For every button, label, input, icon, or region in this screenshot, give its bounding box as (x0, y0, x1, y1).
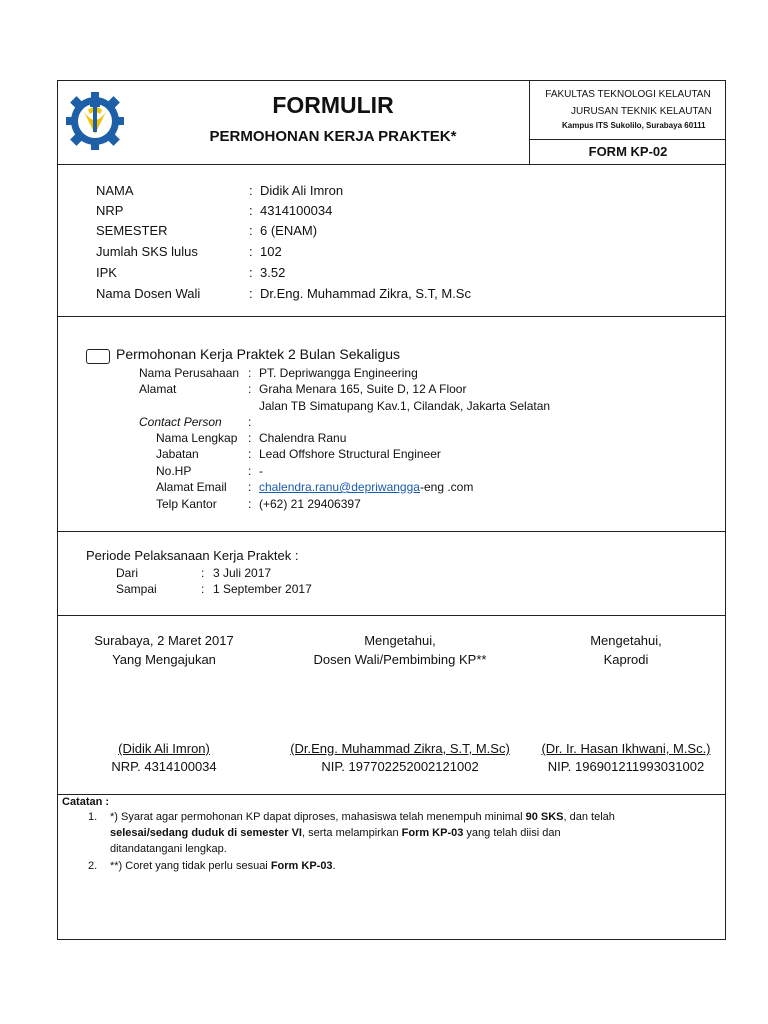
period-to-value: 1 September 2017 (213, 582, 312, 596)
semester-value: 6 (ENAM) (260, 223, 318, 238)
nrp-colon: : (249, 203, 253, 218)
note-1-line-1 (110, 811, 615, 823)
contact-person-colon: : (248, 415, 252, 429)
email-value (259, 480, 473, 494)
email-suffix: -eng .com (419, 480, 474, 494)
email-colon: : (248, 480, 252, 494)
note-1-number: 1. (88, 811, 98, 823)
sig-applicant-name: (Didik Ali Imron) (118, 741, 210, 756)
advisor-value: Dr.Eng. Muhammad Zikra, S.T, M.Sc (260, 286, 471, 301)
student-name-colon: : (249, 183, 253, 198)
note-1-text-e: , serta melampirkan (301, 827, 402, 839)
note-2-text-b: Form KP-03 (270, 860, 333, 872)
sks-label: Jumlah SKS lulus (96, 244, 198, 259)
position-colon: : (248, 447, 252, 461)
advisor-label: Nama Dosen Wali (96, 286, 201, 301)
position-value: Lead Offshore Structural Engineer (259, 447, 441, 461)
contact-person-label: Contact Person (139, 415, 222, 429)
address-label: Alamat (139, 382, 177, 396)
campus-address: Kampus ITS Sukolilo, Surabaya 60111 (562, 121, 706, 130)
period-heading: Periode Pelaksanaan Kerja Praktek : (86, 548, 299, 563)
note-1-line-2 (110, 827, 561, 839)
company-label: Nama Perusahaan (139, 366, 240, 380)
address-colon: : (248, 382, 252, 396)
office-phone-value: (+62) 21 29406397 (259, 497, 361, 511)
section-divider-3 (57, 531, 726, 532)
student-name-label: NAMA (96, 183, 134, 198)
semester-colon: : (249, 223, 253, 238)
form-code: FORM KP-02 (588, 144, 668, 159)
note-2-text-a: **) Coret yang tidak perlu sesuai (110, 860, 271, 872)
semester-label: SEMESTER (96, 223, 168, 238)
sig-advisor-id: NIP. 197702252002121002 (321, 759, 479, 774)
period-from-value: 3 Juli 2017 (213, 566, 272, 580)
fullname-colon: : (248, 431, 252, 445)
note-1-text-a: *) Syarat agar permohonan KP dapat diproses, mahasiswa telah menempuh minimal (110, 811, 526, 823)
sig-advisor-name: (Dr.Eng. Muhammad Zikra, S.T, M.Sc) (290, 741, 510, 756)
address-line-1: Graha Menara 165, Suite D, 12 A Floor (259, 382, 467, 396)
advisor-colon: : (249, 286, 253, 301)
note-1-text-c: , dan telah (563, 811, 615, 823)
fullname-value: Chalendra Ranu (259, 431, 347, 445)
sig-advisor-role: Dosen Wali/Pembimbing KP** (313, 652, 487, 667)
sks-colon: : (249, 244, 253, 259)
note-2-text-c: . (332, 860, 336, 872)
note-1-text-g: yang telah diisi dan (463, 827, 561, 839)
company-value: PT. Depriwangga Engineering (259, 366, 418, 380)
period-to-colon: : (201, 582, 205, 596)
nrp-value: 4314100034 (260, 203, 333, 218)
note-1-text-b: 90 SKS (525, 811, 564, 823)
email-label: Alamat Email (156, 480, 227, 494)
phone-label: No.HP (156, 464, 192, 478)
sig-applicant-id: NRP. 4314100034 (111, 759, 217, 774)
its-emblem-icon (64, 90, 126, 152)
student-name-value: Didik Ali Imron (260, 183, 344, 198)
sig-head-name: (Dr. Ir. Hasan Ikhwani, M.Sc.) (541, 741, 711, 756)
sks-value: 102 (260, 244, 282, 259)
department-name: JURUSAN TEKNIK KELAUTAN (571, 106, 712, 117)
office-phone-colon: : (248, 497, 252, 511)
section-divider-1 (57, 164, 726, 165)
ipk-colon: : (249, 265, 253, 280)
section-divider-2 (57, 316, 726, 317)
faculty-name: FAKULTAS TEKNOLOGI KELAUTAN (545, 89, 711, 100)
sig-advisor-known: Mengetahui, (364, 633, 436, 648)
sig-head-known: Mengetahui, (590, 633, 662, 648)
phone-colon: : (248, 464, 252, 478)
address-line-2: Jalan TB Simatupang Kav.1, Cilandak, Jakarta Selatan (259, 399, 551, 413)
period-from-label: Dari (116, 566, 139, 580)
section-divider-4 (57, 615, 726, 616)
sig-head-role: Kaprodi (603, 652, 649, 667)
note-2-line (110, 860, 336, 872)
ipk-label: IPK (96, 265, 117, 280)
request-heading: Permohonan Kerja Praktek 2 Bulan Sekaligus (116, 346, 401, 362)
sig-applicant-place-date: Surabaya, 2 Maret 2017 (94, 633, 234, 648)
form-title: FORMULIR (272, 92, 394, 118)
note-1-text-f: Form KP-03 (401, 827, 464, 839)
ipk-value: 3.52 (260, 265, 286, 280)
request-checkbox[interactable] (86, 349, 110, 364)
position-label: Jabatan (156, 447, 199, 461)
email-link[interactable]: chalendra.ranu@depriwangga (259, 480, 420, 494)
notes-heading: Catatan : (62, 796, 110, 808)
section-divider-5 (57, 794, 726, 795)
form-code-line (529, 139, 726, 140)
form-subtitle: PERMOHONAN KERJA PRAKTEK* (209, 128, 457, 145)
phone-value: - (259, 464, 263, 478)
note-1-text-d: selesai/sedang duduk di semester VI (110, 827, 302, 839)
note-2-number: 2. (88, 860, 98, 872)
period-from-colon: : (201, 566, 205, 580)
fullname-label: Nama Lengkap (156, 431, 238, 445)
period-to-label: Sampai (116, 582, 157, 596)
sig-head-id: NIP. 196901211993031002 (547, 759, 705, 774)
company-colon: : (248, 366, 252, 380)
office-phone-label: Telp Kantor (156, 497, 217, 511)
nrp-label: NRP (96, 203, 124, 218)
note-1-line-3: ditandatangani lengkap. (110, 843, 227, 855)
sig-applicant-role: Yang Mengajukan (112, 652, 216, 667)
